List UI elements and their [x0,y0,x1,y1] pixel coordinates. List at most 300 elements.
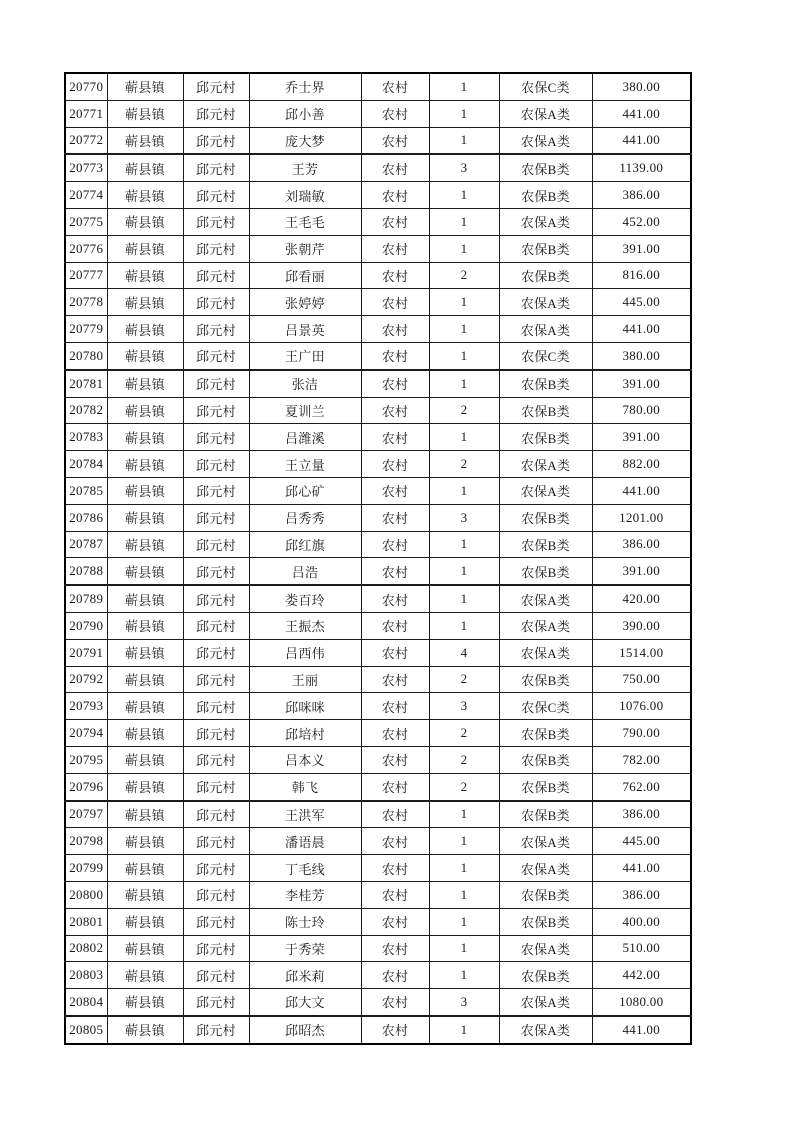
cell-amount: 441.00 [592,100,691,127]
cell-residence-type: 农村 [361,881,429,908]
cell-residence-type: 农村 [361,451,429,478]
cell-amount: 750.00 [592,666,691,693]
cell-amount: 386.00 [592,182,691,209]
cell-record-id: 20801 [65,908,107,935]
cell-person-count: 1 [429,182,499,209]
cell-town: 蕲县镇 [107,477,183,504]
table-row [65,477,691,504]
cell-record-id: 20799 [65,855,107,882]
cell-insurance-class: 农保C类 [499,342,592,369]
cell-village: 邱元村 [183,773,249,800]
cell-insurance-class: 农保A类 [499,127,592,154]
cell-residence-type: 农村 [361,73,429,100]
table-row [65,182,691,209]
cell-town: 蕲县镇 [107,989,183,1016]
cell-insurance-class: 农保A类 [499,828,592,855]
cell-town: 蕲县镇 [107,182,183,209]
cell-person-count: 1 [429,424,499,451]
cell-name: 王毛毛 [249,208,361,235]
cell-insurance-class: 农保B类 [499,558,592,585]
cell-village: 邱元村 [183,262,249,289]
cell-person-count: 3 [429,989,499,1016]
cell-record-id: 20802 [65,935,107,962]
cell-village: 邱元村 [183,989,249,1016]
cell-person-count: 1 [429,855,499,882]
cell-record-id: 20804 [65,989,107,1016]
cell-village: 邱元村 [183,397,249,424]
table-row [65,451,691,478]
cell-insurance-class: 农保B类 [499,720,592,747]
cell-insurance-class: 农保B类 [499,397,592,424]
cell-village: 邱元村 [183,693,249,720]
cell-insurance-class: 农保B类 [499,531,592,558]
cell-record-id: 20789 [65,585,107,612]
cell-name: 邱昭杰 [249,1016,361,1044]
cell-insurance-class: 农保B类 [499,504,592,531]
cell-village: 邱元村 [183,127,249,154]
cell-person-count: 1 [429,881,499,908]
table-row [65,639,691,666]
cell-residence-type: 农村 [361,531,429,558]
cell-amount: 1080.00 [592,989,691,1016]
cell-town: 蕲县镇 [107,1016,183,1044]
cell-name: 张婷婷 [249,289,361,316]
cell-amount: 420.00 [592,585,691,612]
cell-village: 邱元村 [183,182,249,209]
cell-record-id: 20805 [65,1016,107,1044]
table-row [65,962,691,989]
cell-insurance-class: 农保A类 [499,477,592,504]
cell-village: 邱元村 [183,881,249,908]
cell-person-count: 2 [429,746,499,773]
cell-town: 蕲县镇 [107,424,183,451]
cell-record-id: 20773 [65,154,107,181]
cell-residence-type: 农村 [361,828,429,855]
cell-amount: 1139.00 [592,154,691,181]
cell-residence-type: 农村 [361,908,429,935]
cell-name: 邱咪咪 [249,693,361,720]
cell-insurance-class: 农保A类 [499,639,592,666]
cell-record-id: 20778 [65,289,107,316]
table-row [65,235,691,262]
cell-town: 蕲县镇 [107,693,183,720]
cell-residence-type: 农村 [361,746,429,773]
cell-town: 蕲县镇 [107,504,183,531]
cell-record-id: 20787 [65,531,107,558]
cell-village: 邱元村 [183,558,249,585]
cell-name: 韩飞 [249,773,361,800]
cell-name: 邱看丽 [249,262,361,289]
cell-residence-type: 农村 [361,289,429,316]
cell-person-count: 3 [429,154,499,181]
table-row [65,127,691,154]
cell-record-id: 20771 [65,100,107,127]
cell-name: 庞大梦 [249,127,361,154]
cell-amount: 400.00 [592,908,691,935]
table-row [65,585,691,612]
cell-amount: 780.00 [592,397,691,424]
cell-town: 蕲县镇 [107,855,183,882]
cell-person-count: 2 [429,666,499,693]
cell-name: 邱心矿 [249,477,361,504]
cell-person-count: 1 [429,100,499,127]
cell-amount: 441.00 [592,1016,691,1044]
table-row [65,746,691,773]
cell-village: 邱元村 [183,208,249,235]
cell-insurance-class: 农保A类 [499,585,592,612]
cell-record-id: 20797 [65,801,107,828]
cell-residence-type: 农村 [361,693,429,720]
cell-record-id: 20772 [65,127,107,154]
cell-amount: 391.00 [592,370,691,397]
table-row [65,316,691,343]
table-row [65,720,691,747]
cell-person-count: 1 [429,73,499,100]
cell-amount: 782.00 [592,746,691,773]
cell-residence-type: 农村 [361,100,429,127]
cell-village: 邱元村 [183,424,249,451]
cell-record-id: 20776 [65,235,107,262]
cell-name: 邱培村 [249,720,361,747]
cell-insurance-class: 农保B类 [499,154,592,181]
table-row [65,208,691,235]
cell-name: 邱小善 [249,100,361,127]
cell-person-count: 2 [429,720,499,747]
cell-name: 王芳 [249,154,361,181]
cell-town: 蕲县镇 [107,127,183,154]
cell-record-id: 20803 [65,962,107,989]
cell-village: 邱元村 [183,828,249,855]
cell-name: 王振杰 [249,612,361,639]
cell-name: 吕秀秀 [249,504,361,531]
cell-village: 邱元村 [183,612,249,639]
cell-name: 李桂芳 [249,881,361,908]
cell-name: 吕潍溪 [249,424,361,451]
table-row [65,989,691,1016]
cell-amount: 442.00 [592,962,691,989]
cell-amount: 816.00 [592,262,691,289]
cell-insurance-class: 农保B类 [499,881,592,908]
cell-person-count: 2 [429,451,499,478]
cell-town: 蕲县镇 [107,451,183,478]
table-row [65,370,691,397]
cell-name: 乔士界 [249,73,361,100]
cell-insurance-class: 农保A类 [499,289,592,316]
cell-village: 邱元村 [183,235,249,262]
cell-insurance-class: 农保B类 [499,801,592,828]
cell-person-count: 3 [429,504,499,531]
cell-record-id: 20774 [65,182,107,209]
cell-residence-type: 农村 [361,477,429,504]
table-row [65,100,691,127]
table-row [65,855,691,882]
cell-amount: 1201.00 [592,504,691,531]
table-row [65,801,691,828]
cell-village: 邱元村 [183,477,249,504]
cell-name: 陈士玲 [249,908,361,935]
table-row [65,935,691,962]
cell-village: 邱元村 [183,585,249,612]
cell-residence-type: 农村 [361,208,429,235]
cell-residence-type: 农村 [361,855,429,882]
table-row [65,666,691,693]
cell-residence-type: 农村 [361,397,429,424]
cell-village: 邱元村 [183,154,249,181]
cell-town: 蕲县镇 [107,289,183,316]
cell-name: 吕浩 [249,558,361,585]
cell-insurance-class: 农保B类 [499,666,592,693]
cell-amount: 1076.00 [592,693,691,720]
cell-residence-type: 农村 [361,1016,429,1044]
table-row [65,1016,691,1044]
cell-amount: 380.00 [592,342,691,369]
cell-village: 邱元村 [183,100,249,127]
cell-town: 蕲县镇 [107,100,183,127]
cell-amount: 762.00 [592,773,691,800]
cell-name: 夏训兰 [249,397,361,424]
cell-record-id: 20784 [65,451,107,478]
cell-town: 蕲县镇 [107,558,183,585]
cell-name: 王立量 [249,451,361,478]
cell-record-id: 20795 [65,746,107,773]
cell-record-id: 20781 [65,370,107,397]
cell-town: 蕲县镇 [107,666,183,693]
cell-person-count: 3 [429,693,499,720]
table-row [65,424,691,451]
cell-record-id: 20770 [65,73,107,100]
cell-person-count: 1 [429,316,499,343]
cell-insurance-class: 农保C类 [499,73,592,100]
cell-residence-type: 农村 [361,316,429,343]
cell-residence-type: 农村 [361,154,429,181]
cell-insurance-class: 农保B类 [499,746,592,773]
cell-person-count: 1 [429,531,499,558]
table-row [65,154,691,181]
cell-name: 吕西伟 [249,639,361,666]
cell-village: 邱元村 [183,935,249,962]
cell-person-count: 1 [429,370,499,397]
cell-town: 蕲县镇 [107,370,183,397]
cell-amount: 882.00 [592,451,691,478]
cell-person-count: 1 [429,828,499,855]
cell-residence-type: 农村 [361,558,429,585]
cell-residence-type: 农村 [361,935,429,962]
cell-town: 蕲县镇 [107,531,183,558]
cell-insurance-class: 农保B类 [499,424,592,451]
cell-town: 蕲县镇 [107,962,183,989]
cell-village: 邱元村 [183,1016,249,1044]
cell-village: 邱元村 [183,504,249,531]
cell-name: 张洁 [249,370,361,397]
cell-person-count: 1 [429,585,499,612]
cell-record-id: 20800 [65,881,107,908]
cell-person-count: 1 [429,801,499,828]
cell-name: 吕本义 [249,746,361,773]
cell-village: 邱元村 [183,451,249,478]
cell-amount: 386.00 [592,801,691,828]
cell-town: 蕲县镇 [107,397,183,424]
cell-village: 邱元村 [183,370,249,397]
table-row [65,397,691,424]
cell-village: 邱元村 [183,666,249,693]
cell-name: 王丽 [249,666,361,693]
cell-village: 邱元村 [183,289,249,316]
cell-insurance-class: 农保B类 [499,370,592,397]
cell-town: 蕲县镇 [107,935,183,962]
table-row [65,828,691,855]
cell-record-id: 20780 [65,342,107,369]
cell-record-id: 20775 [65,208,107,235]
cell-village: 邱元村 [183,342,249,369]
cell-amount: 441.00 [592,316,691,343]
cell-town: 蕲县镇 [107,262,183,289]
table-row [65,73,691,100]
table-row [65,504,691,531]
cell-amount: 390.00 [592,612,691,639]
cell-record-id: 20785 [65,477,107,504]
cell-name: 王洪军 [249,801,361,828]
cell-town: 蕲县镇 [107,208,183,235]
table-row [65,773,691,800]
cell-town: 蕲县镇 [107,801,183,828]
cell-record-id: 20783 [65,424,107,451]
cell-record-id: 20790 [65,612,107,639]
cell-village: 邱元村 [183,720,249,747]
cell-residence-type: 农村 [361,612,429,639]
cell-village: 邱元村 [183,73,249,100]
cell-amount: 445.00 [592,828,691,855]
cell-record-id: 20788 [65,558,107,585]
cell-record-id: 20798 [65,828,107,855]
cell-person-count: 1 [429,908,499,935]
cell-record-id: 20791 [65,639,107,666]
cell-name: 邱红旗 [249,531,361,558]
cell-record-id: 20786 [65,504,107,531]
cell-person-count: 2 [429,262,499,289]
cell-insurance-class: 农保A类 [499,855,592,882]
cell-amount: 445.00 [592,289,691,316]
cell-record-id: 20779 [65,316,107,343]
cell-town: 蕲县镇 [107,639,183,666]
cell-name: 丁毛线 [249,855,361,882]
cell-residence-type: 农村 [361,424,429,451]
cell-residence-type: 农村 [361,585,429,612]
cell-person-count: 1 [429,935,499,962]
cell-insurance-class: 农保B类 [499,962,592,989]
cell-person-count: 1 [429,342,499,369]
cell-residence-type: 农村 [361,127,429,154]
cell-insurance-class: 农保B类 [499,182,592,209]
cell-insurance-class: 农保A类 [499,316,592,343]
cell-name: 张朝芹 [249,235,361,262]
cell-town: 蕲县镇 [107,73,183,100]
cell-insurance-class: 农保A类 [499,208,592,235]
cell-person-count: 2 [429,773,499,800]
insurance-roster-table [64,72,692,1045]
cell-record-id: 20796 [65,773,107,800]
cell-town: 蕲县镇 [107,154,183,181]
cell-insurance-class: 农保B类 [499,773,592,800]
cell-name: 刘瑞敏 [249,182,361,209]
cell-residence-type: 农村 [361,182,429,209]
cell-village: 邱元村 [183,855,249,882]
cell-residence-type: 农村 [361,666,429,693]
cell-amount: 380.00 [592,73,691,100]
cell-amount: 391.00 [592,235,691,262]
cell-residence-type: 农村 [361,989,429,1016]
cell-person-count: 1 [429,612,499,639]
table-row [65,289,691,316]
cell-residence-type: 农村 [361,801,429,828]
cell-town: 蕲县镇 [107,828,183,855]
cell-town: 蕲县镇 [107,720,183,747]
cell-record-id: 20792 [65,666,107,693]
cell-person-count: 1 [429,962,499,989]
cell-person-count: 1 [429,127,499,154]
cell-amount: 391.00 [592,558,691,585]
cell-amount: 391.00 [592,424,691,451]
cell-person-count: 1 [429,477,499,504]
cell-name: 于秀荣 [249,935,361,962]
cell-residence-type: 农村 [361,720,429,747]
cell-village: 邱元村 [183,801,249,828]
cell-insurance-class: 农保A类 [499,612,592,639]
cell-insurance-class: 农保A类 [499,989,592,1016]
table-row [65,558,691,585]
cell-person-count: 2 [429,397,499,424]
cell-town: 蕲县镇 [107,316,183,343]
cell-record-id: 20777 [65,262,107,289]
cell-amount: 441.00 [592,477,691,504]
cell-amount: 452.00 [592,208,691,235]
cell-record-id: 20793 [65,693,107,720]
cell-amount: 386.00 [592,881,691,908]
cell-record-id: 20794 [65,720,107,747]
cell-name: 邱米莉 [249,962,361,989]
cell-person-count: 1 [429,289,499,316]
table-row [65,612,691,639]
cell-person-count: 4 [429,639,499,666]
cell-town: 蕲县镇 [107,342,183,369]
cell-person-count: 1 [429,208,499,235]
cell-insurance-class: 农保A类 [499,100,592,127]
cell-insurance-class: 农保A类 [499,935,592,962]
cell-name: 邱大文 [249,989,361,1016]
cell-person-count: 1 [429,558,499,585]
cell-residence-type: 农村 [361,962,429,989]
cell-residence-type: 农村 [361,342,429,369]
cell-insurance-class: 农保C类 [499,693,592,720]
table-row [65,531,691,558]
cell-record-id: 20782 [65,397,107,424]
cell-name: 王广田 [249,342,361,369]
cell-town: 蕲县镇 [107,746,183,773]
cell-village: 邱元村 [183,746,249,773]
cell-town: 蕲县镇 [107,585,183,612]
cell-town: 蕲县镇 [107,235,183,262]
cell-village: 邱元村 [183,316,249,343]
cell-name: 娄百玲 [249,585,361,612]
table-row [65,693,691,720]
table-row [65,262,691,289]
cell-residence-type: 农村 [361,639,429,666]
cell-amount: 441.00 [592,127,691,154]
table-row [65,342,691,369]
cell-village: 邱元村 [183,531,249,558]
cell-person-count: 1 [429,235,499,262]
cell-insurance-class: 农保B类 [499,262,592,289]
cell-town: 蕲县镇 [107,773,183,800]
